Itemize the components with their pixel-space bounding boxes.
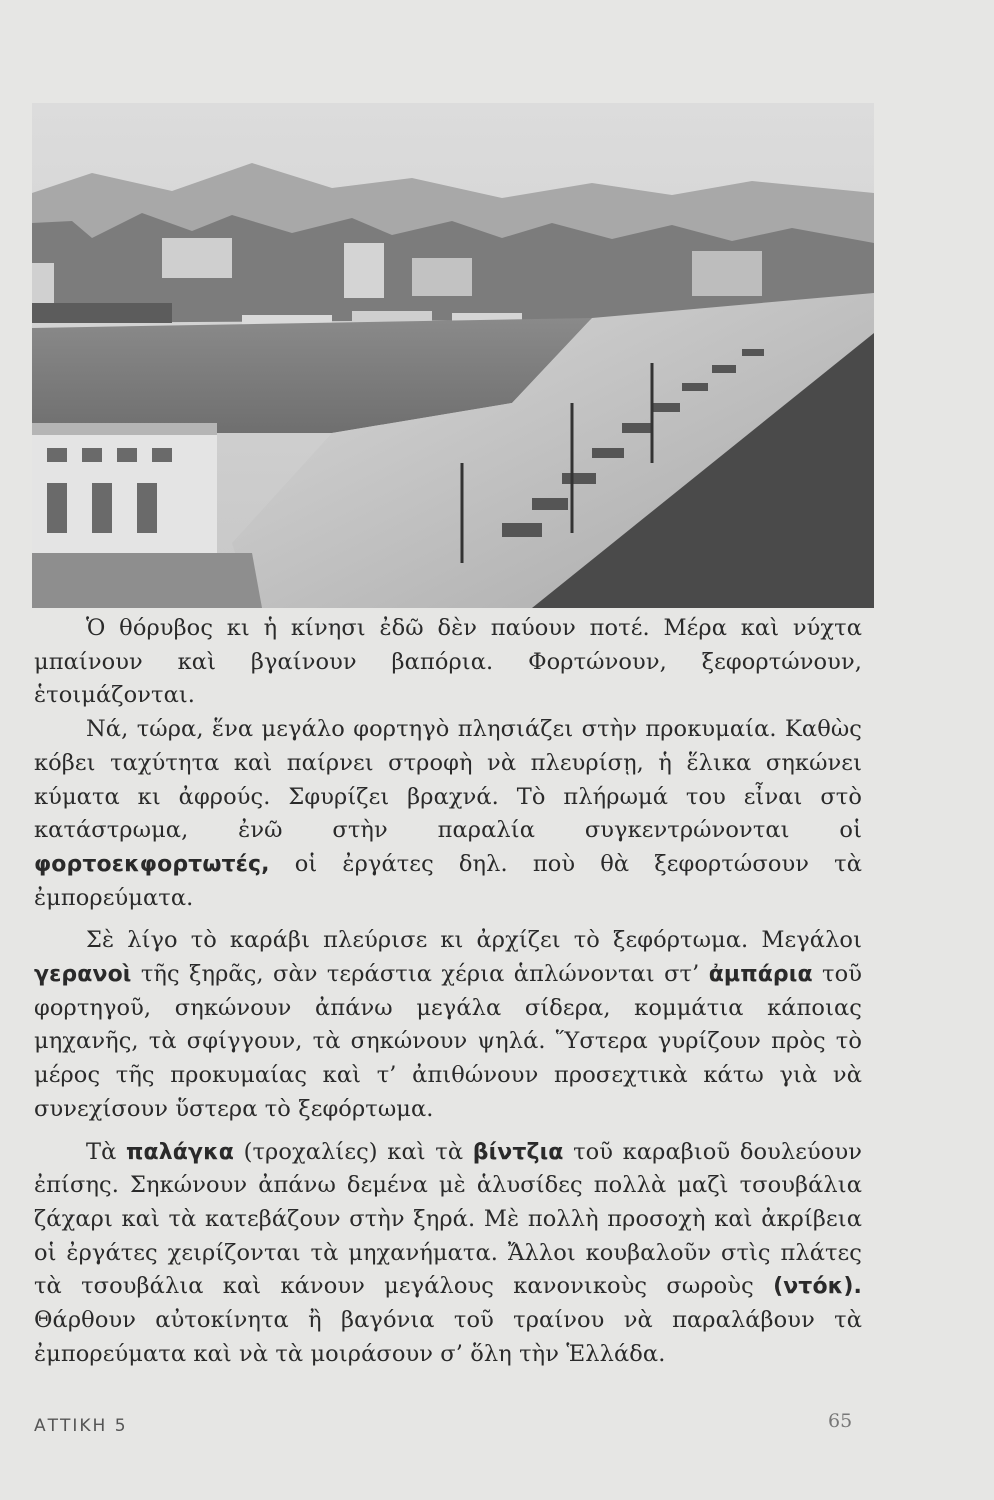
paragraph-text: Τὰ — [86, 1138, 127, 1165]
paragraph — [34, 1136, 862, 1372]
paragraph — [34, 924, 862, 1126]
paragraph-text: Σὲ λίγο τὸ καράβι πλεύρισε κι ἀρχίζει τὸ ξεφόρτωμα. Μεγάλοι — [86, 927, 862, 954]
page-number: 65 — [828, 1410, 853, 1432]
paragraph — [34, 612, 862, 713]
paragraph-text: τοῦ φορτηγοῦ, σηκώνουν ἀπάνω μεγάλα σίδερα, κομμάτια κάποιας μηχανῆς, τὰ σφίγγουν, τὰ σηκώνουν ψηλά. Ὕστερα γυρίζουν πρὸς τὸ μέρος τῆς προκυμαίας καὶ τ’ ἀπιθώνουν προσεχτικὰ κάτω γιὰ νὰ συνεχίσουν ὕστερα τὸ ξεφόρτωμα. — [34, 961, 862, 1122]
paragraph-text: Ὁ θόρυβος κι ἡ κίνησι ἐδῶ δὲν παύουν ποτέ. Μέρα καὶ νύχτα μπαίνουν καὶ βγαίνουν βαπόρια. Φορτώνουν, ξεφορτώνουν, ἑτοιμάζονται. — [34, 615, 862, 709]
harbor-photo-icon — [32, 103, 874, 608]
paragraph — [34, 713, 862, 915]
paragraph-text: οἱ ἐργάτες δηλ. ποὺ θὰ ξεφορτώσουν τὰ ἐμπορεύματα. — [34, 850, 862, 911]
paragraph-text: τοῦ καραβιοῦ δουλεύουν ἐπίσης. Σηκώνουν ἀπάνω δεμένα μὲ ἁλυσίδες πολλὰ μαζὶ τσουβάλια ζάχαρι καὶ τὰ κατεβάζουν στὴν ξηρά. Μὲ πολλὴ προσοχὴ καὶ ἀκρίβεια οἱ ἐργάτες χειρίζονται τὰ μηχανήματα. Ἄλλοι κουβαλοῦν στὶς πλάτες τὰ τσουβάλια καὶ κάνουν μεγάλους κανονικοὺς σωροὺς — [34, 1138, 863, 1300]
bold-term: ἀμπάρια — [708, 962, 813, 988]
bold-term: παλάγκα — [126, 1139, 235, 1165]
body-text — [34, 612, 862, 1371]
paragraph-text: τῆς ξηρᾶς, σὰν τεράστια χέρια ἁπλώνονται στ’ — [131, 961, 709, 988]
paragraph-text: (τροχαλίες) καὶ τὰ — [234, 1138, 473, 1165]
bold-term: φορτοεκφορτωτές, — [34, 851, 270, 877]
paragraph-text: Θάρθουν αὐτοκίνητα ἢ βαγόνια τοῦ τραίνου νὰ παραλάβουν τὰ ἐμπορεύματα καὶ νὰ τὰ μοιράσουν σ’ ὅλη τὴν Ἑλλάδα. — [34, 1307, 862, 1367]
bold-term: γερανοὶ — [34, 962, 132, 988]
bold-term: βίντζια — [472, 1139, 564, 1165]
bold-term: (ντόκ). — [773, 1274, 862, 1300]
signature-mark: ΑΤΤΙΚΗ 5 — [34, 1416, 128, 1436]
paragraph-text: Νά, τώρα, ἕνα μεγάλο φορτηγὸ πλησιάζει στὴν προκυμαία. Καθὼς κόβει ταχύτητα καὶ παίρνει στροφὴ νὰ πλευρίσῃ, ἡ ἕλικα σηκώνει κύματα κι ἀφρούς. Σφυρίζει βραχνά. Τὸ πλήρωμά του εἶναι στὸ κατάστρωμα, ἐνῶ στὴν παραλία συγκεντρώνονται οἱ — [34, 716, 862, 844]
harbor-photo — [32, 103, 874, 608]
